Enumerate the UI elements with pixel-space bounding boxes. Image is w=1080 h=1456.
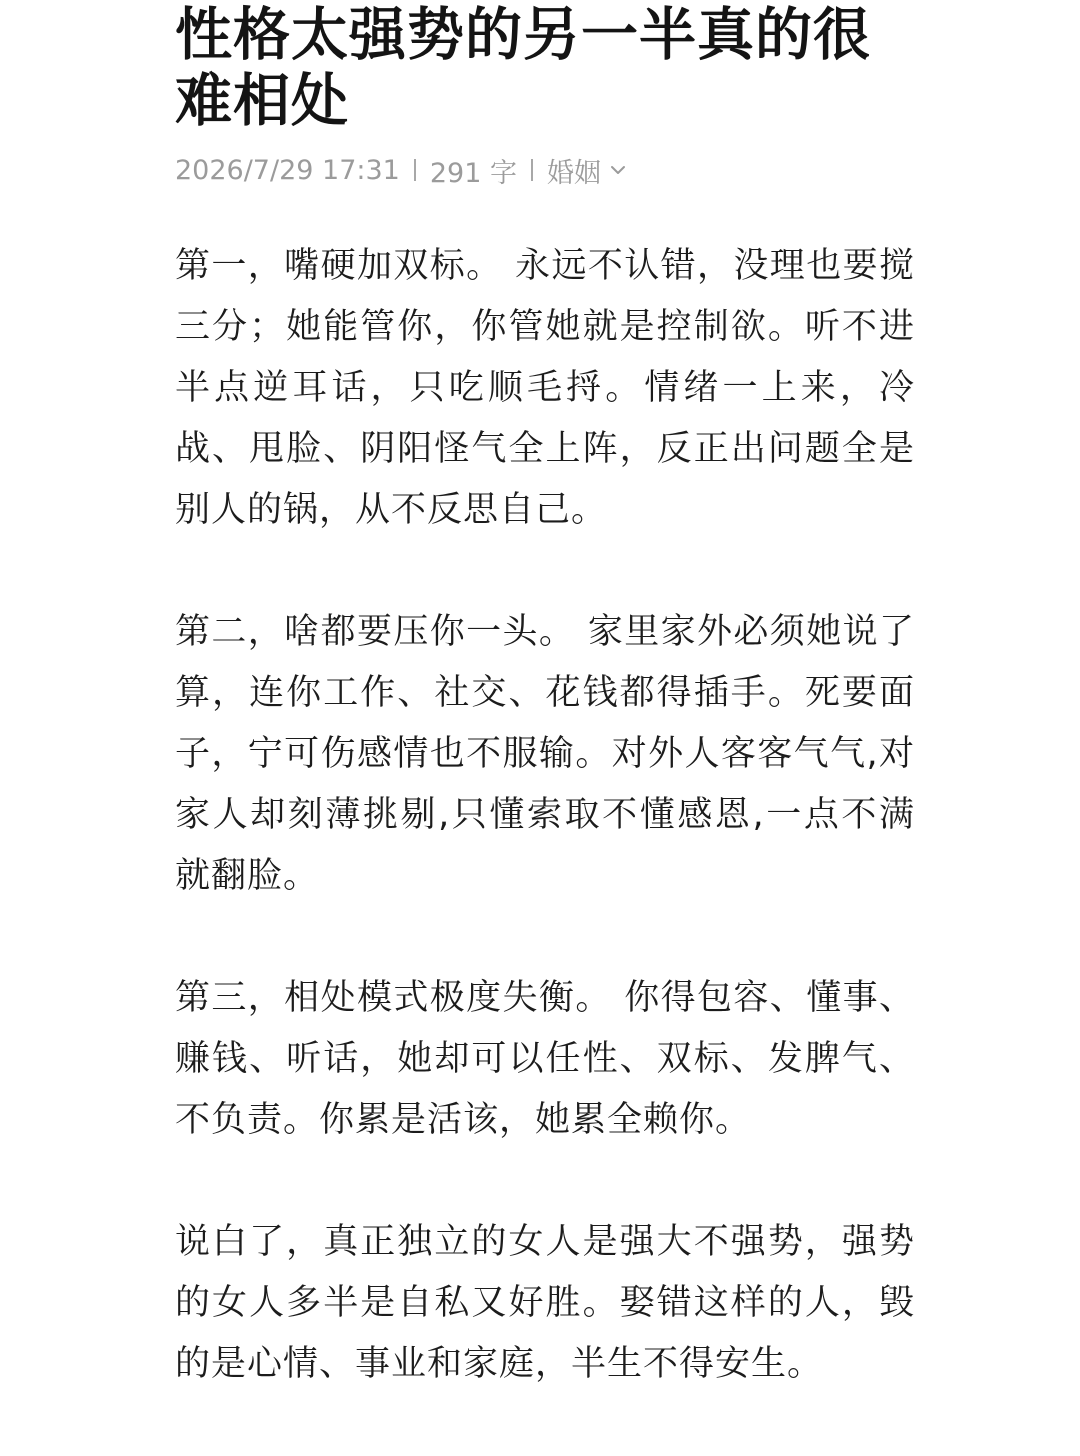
category-selector[interactable] xyxy=(547,151,627,190)
publish-datetime: 2026/7/29 17:31 xyxy=(175,154,400,186)
paragraph: 第二，啥都要压你一头。 家里家外必须她说了算，连你工作、社交、花钱都得插手。死要面子，宁可伤感情也不服输。对外人客客气气,对家人却刻薄挑剔,只懂索取不懂感恩,一点不满就翻脸。 xyxy=(175,612,915,896)
article xyxy=(175,0,915,1456)
article-meta xyxy=(175,152,915,188)
paragraph: 第一，嘴硬加双标。 永远不认错，没理也要搅三分；她能管你，你管她就是控制欲。听不进半点逆耳话，只吃顺毛捋。情绪一上来，冷战、甩脸、阴阳怪气全上阵，反正出问题全是别人的锅，从不反思自己。 xyxy=(175,246,915,530)
chevron-down-icon xyxy=(609,161,627,179)
category-label: 婚姻 xyxy=(546,157,601,189)
meta-divider xyxy=(414,159,416,181)
article-title: 性格太强势的另一半真的很难相处 xyxy=(175,2,871,134)
paragraph: 第三，相处模式极度失衡。 你得包容、懂事、赚钱、听话，她却可以任性、双标、发脾气、不负责。你累是活该，她累全赖你。 xyxy=(175,978,915,1140)
article-body xyxy=(175,236,915,1395)
meta-divider xyxy=(531,159,533,181)
paragraph: 说白了，真正独立的女人是强大不强势，强势的女人多半是自私又好胜。娶错这样的人，毁的是心情、事业和家庭，半生不得安生。 xyxy=(175,1222,915,1384)
word-count: 291 字 xyxy=(429,157,517,189)
